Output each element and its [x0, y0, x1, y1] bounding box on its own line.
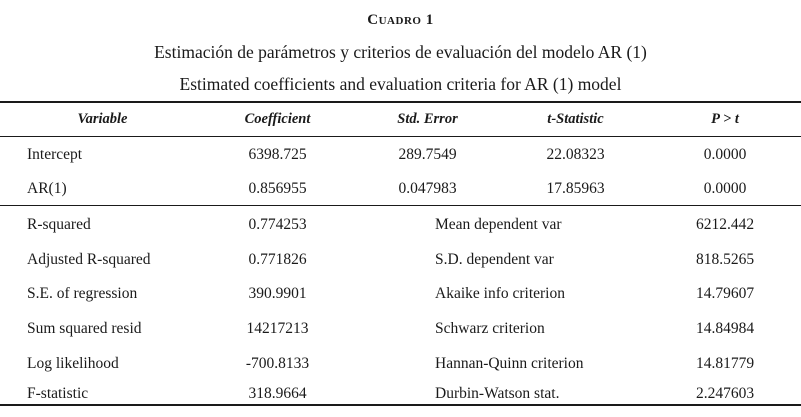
header-t-statistic: t-Statistic: [547, 111, 604, 127]
stat-value: 14217213: [246, 320, 309, 337]
row-variable: AR(1): [27, 180, 67, 197]
stat-value: 318.9664: [248, 385, 307, 402]
row-coefficient: 0.856955: [248, 180, 307, 197]
stat-value-right: 6212.442: [695, 216, 755, 233]
row-p-value: 0.0000: [703, 146, 747, 163]
header-std-error: Std. Error: [397, 111, 458, 127]
table-title-english: Estimated coefficients and evaluation criteria for AR (1) model: [179, 74, 622, 94]
stat-value-right: 818.5265: [695, 251, 755, 268]
stat-value-right: 14.79607: [695, 285, 755, 302]
stat-label-right: Akaike info criterion: [435, 285, 565, 302]
stat-value-right: 14.81779: [695, 355, 755, 372]
row-t-statistic: 17.85963: [546, 180, 605, 197]
row-std-error: 289.7549: [398, 146, 457, 163]
table-number: Cuadro 1: [367, 12, 434, 28]
stat-label: F-statistic: [27, 385, 89, 402]
stat-value-right: 14.84984: [695, 320, 755, 337]
stat-label-right: Schwarz criterion: [435, 320, 545, 337]
stat-label-right: S.D. dependent var: [435, 251, 554, 268]
stat-label: Log likelihood: [27, 355, 119, 372]
row-std-error: 0.047983: [398, 180, 457, 197]
stat-label: R-squared: [27, 216, 91, 233]
stat-label-right: Durbin-Watson stat.: [435, 385, 560, 402]
stat-value: -700.8133: [245, 355, 310, 372]
header-rule: [0, 136, 801, 137]
table-top-rule: [0, 101, 801, 103]
stat-label: S.E. of regression: [27, 285, 138, 302]
row-t-statistic: 22.08323: [546, 146, 605, 163]
stat-label-right: Hannan-Quinn criterion: [435, 355, 584, 372]
row-p-value: 0.0000: [703, 180, 747, 197]
stat-label: Sum squared resid: [27, 320, 142, 337]
header-p-value: P > t: [711, 111, 739, 127]
stat-value: 390.9901: [248, 285, 307, 302]
row-coefficient: 6398.725: [248, 146, 307, 163]
table-title-spanish: Estimación de parámetros y criterios de evaluación del modelo AR (1): [154, 42, 647, 62]
section-rule: [0, 205, 801, 206]
table-bottom-rule: [0, 404, 801, 406]
stat-label: Adjusted R-squared: [27, 251, 151, 268]
stat-value: 0.771826: [248, 251, 307, 268]
header-coefficient: Coefficient: [244, 111, 311, 127]
row-variable: Intercept: [27, 146, 83, 163]
stat-value-right: 2.247603: [695, 385, 755, 402]
header-variable: Variable: [77, 111, 128, 127]
stat-label-right: Mean dependent var: [435, 216, 562, 233]
stat-value: 0.774253: [248, 216, 307, 233]
